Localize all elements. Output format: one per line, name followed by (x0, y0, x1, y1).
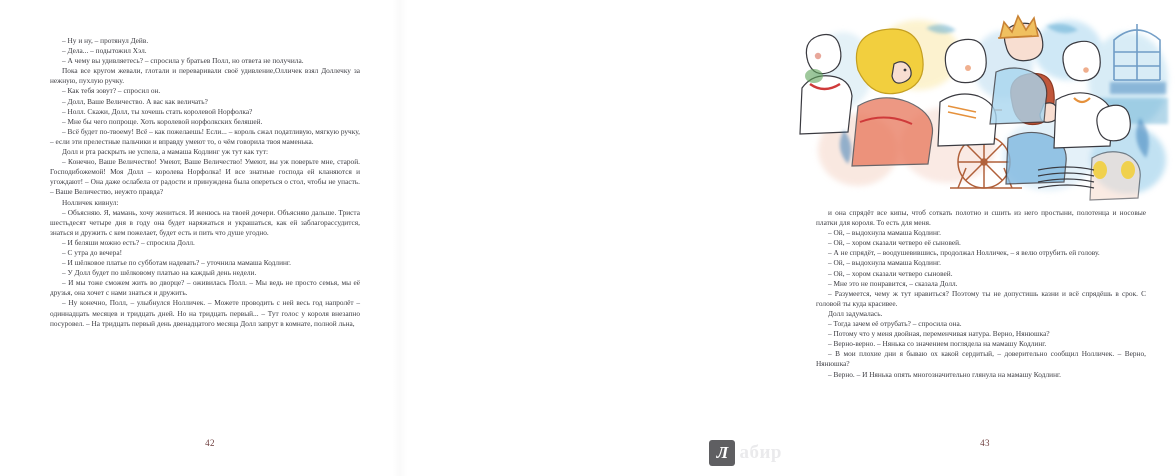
crown-icon (998, 16, 1038, 38)
right-page-paragraph: – Ой, – выдохнула мамаша Кодлинг. (828, 258, 941, 268)
watermark-wordmark: абир (739, 442, 782, 463)
left-page-paragraph: Долл и рта раскрыть не успела, а мамаша Кодлинг уж тут как тут: (62, 147, 269, 157)
illustration-svg (798, 10, 1176, 202)
left-page-paragraph: – Объясняю. Я, мамань, хочу жениться. И женюсь на твоей дочери. Объясняю дальше. Триста шестьдесят четыре дня в году она будет наряжаться и украшаться, как ей заблагорассудится, знаться и дружить с кем пожелает, будет есть и пить что душе угодно. (50, 207, 360, 237)
left-page-text-column (50, 36, 360, 329)
left-page-paragraph: – Конечно, Ваше Величество! Умеют, Ваше Величество! Умеют, вы уж поверьте мне, старой. Господибожемой! Моя Долл – королева Норфолка! И все знатные господа ей кланяются и угождают! – Она даже ослабела от радости и принуждена была опереться о стол, чтобы не упасть. – Ваше Величество, неужто правда? (50, 157, 360, 197)
illustration-watercolor-crowd-scene (798, 10, 1176, 202)
right-page-paragraph: – Разумеется, чему ж тут нравиться? Поэтому ты не допустишь казни и всё спрядёшь в срок. С головой ты куда красивее. (816, 288, 1146, 308)
right-page-paragraph: – Верно. – И Нянька опять многозначительно глянула на мамашу Кодлинг. (828, 369, 1062, 379)
left-page-paragraph: – Нолл. Скажи, Долл, ты хочешь стать королевой Норфолка? (62, 106, 253, 116)
left-page-paragraph: – У Долл будет по шёлковому платью на каждый день недели. (62, 268, 257, 278)
right-page-paragraph: – Потому что у меня двойная, переменчивая натура. Верно, Нянюшка? (828, 329, 1050, 339)
page-number-right: 43 (980, 438, 990, 448)
left-page-paragraph: – Как тебя зовут? – спросил он. (62, 86, 161, 96)
left-page-paragraph: – Долл, Ваше Величество. А вас как величать? (62, 96, 208, 106)
right-page (400, 0, 1146, 476)
right-page-paragraph: – А не спрядёт, – воодушевившись, продолжал Нолличек, – я велю отрубить ей голову. (828, 248, 1100, 258)
right-page-paragraph: – В мои плохие дни я бываю ох какой сердитый, – доверительно сообщил Нолличек. – Верно, Нянюшка? (816, 349, 1146, 369)
right-page-paragraph: – Верно-верно. – Нянька со значением поглядела на мамашу Кодлинг. (828, 339, 1047, 349)
left-page-paragraph: – Ну и ну, – протянул Дейв. (62, 36, 149, 45)
right-page-paragraph: – Ой, – хором сказали четверо сыновей. (828, 268, 953, 278)
watermark-labirint (709, 440, 782, 466)
page-number-left: 42 (205, 438, 215, 448)
left-page-paragraph: – Дела... – подытожил Хэл. (62, 46, 147, 56)
left-page-paragraph: Нолличек кивнул: (62, 197, 119, 207)
left-page-paragraph: – С утра до вечера! (62, 247, 123, 257)
watermark-badge-icon: Л (709, 440, 735, 466)
left-page-paragraph: – И беляши можно есть? – спросила Долл. (62, 237, 195, 247)
right-page-paragraph: и она спрядёт все кипы, чтоб соткать полотно и сшить из него простыни, полотенца и носовые платки для короля. То есть для меня. (816, 208, 1146, 228)
left-page (0, 0, 400, 476)
left-page-paragraph: Пока все кругом жевали, глотали и переваривали своё удивление,Олличек взял Доллечку за нежную, пухлую ручку. (50, 66, 360, 86)
right-page-paragraph: Долл задумалась. (828, 308, 883, 318)
right-page-paragraph: – Тогда зачем её отрубать? – спросила она. (828, 319, 962, 329)
right-page-paragraph: – Ой, – выдохнула мамаша Кодлинг. (828, 228, 941, 238)
left-page-paragraph: – И мы тоже сможем жить во дворце? – оживилась Полл. – Мы ведь не просто семья, мы её друзья, она хочет с нами знаться и дружить. (50, 278, 360, 298)
left-page-paragraph: – Мне бы чего попроще. Хоть королевой норфолкских беляшей. (62, 116, 263, 126)
left-page-paragraph: – Всё будет по-твоему! Всё – как пожелаешь! Если... – король сжал податливую, мягкую ручку, – если эти прелестные пальчики и вправду умеют то, о чём говорила твоя маменька. (50, 126, 360, 146)
left-page-paragraph: – Ну конечно, Полл, – улыбнулся Нолличек. – Можете проводить с ней весь год напролёт – одиннадцать месяцев и тридцать дней. Но на тридцать первый... – Тут голос у короля внезапно посуровел. – На тридцать первый день двенадцатого месяца Долл запрут в комнате, полной льна, (50, 298, 360, 328)
right-page-text-column (816, 208, 1146, 380)
left-page-paragraph: – И шёлковое платье по субботам надевать? – уточнила мамаша Кодлинг. (62, 258, 291, 268)
right-page-paragraph: – Мне это не понравится, – сказала Долл. (828, 278, 958, 288)
right-page-paragraph: – Ой, – хором сказали четверо её сыновей. (828, 238, 961, 248)
left-page-paragraph: – А чему вы удивляетесь? – спросила у братьев Полл, но ответа не получила. (62, 56, 304, 66)
